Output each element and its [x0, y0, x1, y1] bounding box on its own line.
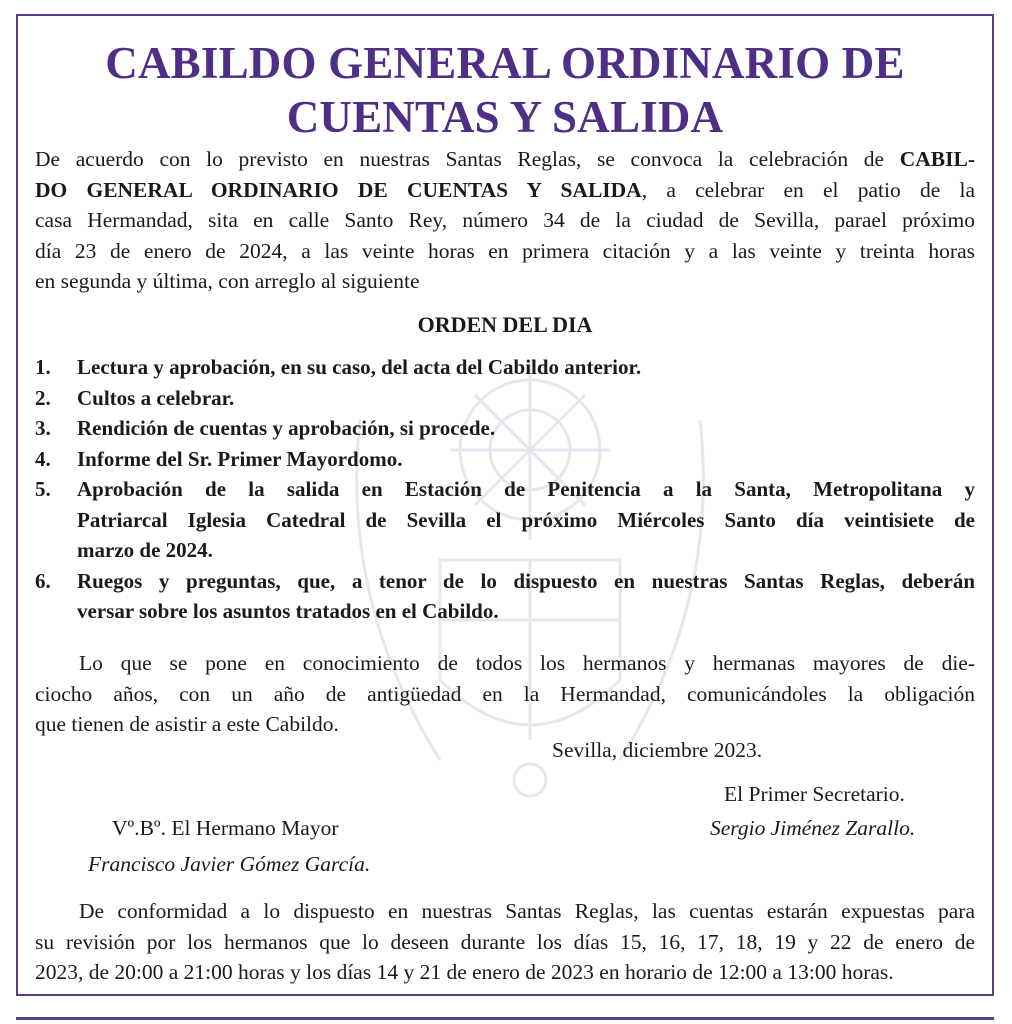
document-title — [20, 36, 990, 144]
place-date: Sevilla, diciembre 2023. — [552, 738, 763, 762]
item-number: 5. — [35, 477, 51, 501]
intro-line-4: día 23 de enero de 2024, a las veinte horas en primera citación y a las veinte y treinta horas — [35, 238, 975, 263]
list-item — [35, 352, 975, 383]
item-text: Rendición de cuentas y aprobación, si procede. — [77, 416, 496, 440]
title-line-2: CUENTAS Y SALIDA — [286, 92, 724, 142]
intro-paragraph — [35, 144, 975, 297]
item-number: 2. — [35, 385, 51, 410]
item-text: Patriarcal Iglesia Catedral de Sevilla el próximo Miércoles Santo día veintisiete de — [77, 507, 975, 532]
secretario-role: El Primer Secretario. — [724, 782, 905, 806]
item-text: Ruegos y preguntas, que, a tenor de lo dispuesto en nuestras Santas Reglas, deberán — [77, 568, 975, 593]
list-item — [35, 474, 975, 566]
list-item — [35, 566, 975, 627]
list-item — [35, 444, 975, 475]
item-text: Cultos a celebrar. — [77, 385, 235, 410]
secretario-name: Sergio Jiménez Zarallo. — [710, 816, 916, 840]
cuentas-line-2: su revisión por los hermanos que lo deseen durante los días 15, 16, 17, 18, 19 y 22 de enero de — [35, 929, 975, 954]
item-number: 1. — [35, 355, 51, 379]
orden-list — [35, 352, 975, 627]
intro-bold-text: DO GENERAL ORDINARIO DE CUENTAS Y SALIDA — [35, 177, 642, 202]
cuentas-paragraph — [35, 896, 975, 988]
intro-text: , a celebrar en el patio de la — [641, 177, 975, 202]
orden-heading: ORDEN DEL DIA — [417, 312, 593, 337]
notice-line-3: que tienen de asistir a este Cabildo. — [35, 712, 339, 736]
title-line-1: CABILDO GENERAL ORDINARIO DE — [105, 38, 905, 88]
item-text: marzo de 2024. — [77, 538, 213, 562]
intro-bold-text: CABIL- — [899, 147, 975, 171]
notice-paragraph — [35, 648, 975, 740]
cuentas-line-3: 2023, de 20:00 a 21:00 horas y los días 14 y 21 de enero de 2023 en horario de 12:00 a 13:00 horas. — [35, 960, 894, 984]
cuentas-line-1: De conformidad a lo dispuesto en nuestras Santas Reglas, las cuentas estarán expuestas para — [79, 899, 975, 923]
intro-line-1 — [35, 144, 975, 175]
item-text: versar sobre los asuntos tratados en el Cabildo. — [77, 599, 499, 623]
item-number: 4. — [35, 446, 51, 471]
intro-text: De acuerdo con lo previsto en nuestras Santas Reglas, se convoca la celebración de — [35, 147, 900, 171]
item-number: 6. — [35, 568, 51, 593]
item-text: Informe del Sr. Primer Mayordomo. — [77, 446, 403, 471]
hermano-mayor-role: Vº.Bº. El Hermano Mayor — [112, 816, 339, 840]
intro-line-5: en segunda y última, con arreglo al siguiente — [35, 269, 420, 293]
notice-line-2: ciocho años, con un año de antigüedad en la Hermandad, comunicándoles la obligación — [35, 681, 975, 706]
item-text: Aprobación de la salida en Estación de Penitencia a la Santa, Metropolitana y — [77, 477, 975, 501]
bottom-rule — [16, 1017, 994, 1020]
item-text: Lectura y aprobación, en su caso, del acta del Cabildo anterior. — [77, 355, 642, 379]
intro-line-3: casa Hermandad, sita en calle Santo Rey, número 34 de la ciudad de Sevilla, parael próximo — [35, 208, 975, 232]
intro-line-2 — [35, 175, 975, 206]
notice-line-1: Lo que se pone en conocimiento de todos los hermanos y hermanas mayores de die- — [79, 651, 975, 675]
list-item — [35, 413, 975, 444]
hermano-mayor-name: Francisco Javier Gómez García. — [88, 852, 371, 876]
item-number: 3. — [35, 416, 51, 440]
list-item — [35, 383, 975, 414]
